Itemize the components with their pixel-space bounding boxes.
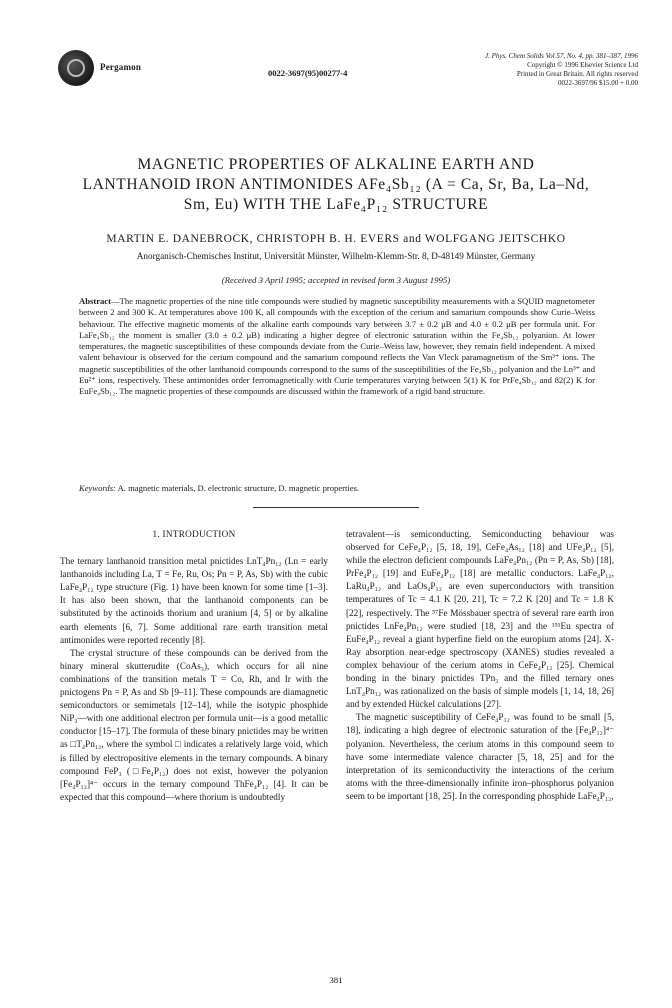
title-line-3: Sm, Eu) WITH THE LaFe₄P₁₂ STRUCTURE — [183, 196, 489, 213]
intro-paragraph-3: tetravalent—is semiconducting. Semiconducting behaviour was observed for CeFe₄P₁₂ [5, 18, 19], CeFe₄As₁₂ [18] and UFe₄P₁₂ [5], while the electron deficient compounds LaFe₄Pn₁₂ (Pn = P, As, Sb) [18], PrFe₄P₁₂ [19] and EuFe₄P₁₂ [18] are metallic conductors. LaFe₄P₁₂, LaRu₄P₁₂ and LaOs₄P₁₂ are even superconductors with transition temperatures of Tc = 4.1 K [20, 21], Tc = 7.2 K [20] and Tc = 1.8 K [22], respectively. The ⁵⁷Fe Mössbauer spectra of several rare earth iron pnictides LnFe₄Pn₁₂ were studied [18, 23] and the ¹⁵¹Eu spectra of EuFe₄P₁₂ reveal a giant hyperfine field on the europium atoms [24]. X-Ray absorption near-edge spectroscopy (XANES) studies revealed a complex behaviour of the cerium atoms in CeFe₄P₁₂ [25]. Chemical bonding in the binary pnictides TPn₃ and the filled ternary ones LnT₄Pn₁₂ was rationalized on the basis of simple models [1, 14, 18, 26] and by extended Hückel calculations [27]. — [346, 529, 614, 710]
abstract-label: Abstract — [79, 296, 111, 306]
publisher-name: Pergamon — [100, 62, 142, 72]
intro-paragraph-1: The ternary lanthanoid transition metal pnictides LnT₄Pn₁₂ (Ln = early lanthanoids including La, T = Fe, Ru, Os; Pn = P, As, Sb) with the cubic LaFe₄P₁₂ type structure (Fig. 1) have been known for some time [1–3]. It has also been shown, that the lanthanoid components can be substituted by the actinoids thorium and uranium [4, 5] or by alkaline earth elements [6, 7]. Some additional rare earth transition metal antimonides were reported recently [8]. — [60, 556, 328, 645]
intro-paragraph-4: The magnetic susceptibility of CeFe₄P₁₂ was found to be small [5, 18], indicating a high degree of electronic saturation of the [Fe₄P₁₂]⁴⁻ polyanion. Nevertheless, the cerium atoms in this compound seem to have some intermediate valence character [5, 18, 25] and for the interpretation of its semiconductivity the interactions of the cerium atoms with the three-dimensionally infinite iron–phosphorus polyanion seem to be important [18, 25]. In the corresponding phosphide LaFe₄P₁₂, — [346, 712, 614, 801]
journal-info — [485, 52, 638, 88]
keywords-text: A. magnetic materials, D. electronic structure, D. magnetic properties. — [115, 483, 360, 493]
authors: MARTIN E. DANEBROCK, CHRISTOPH B. H. EVERS and WOLFGANG JEITSCHKO — [106, 233, 566, 245]
keywords — [79, 483, 595, 493]
section-heading: 1. INTRODUCTION — [152, 529, 236, 539]
abstract-text: —The magnetic properties of the nine title compounds were studied by magnetic susceptibility measurements with a SQUID magnetometer between 2 and 300 K. At temperatures above 100 K, all compounds with the exception of the cerium and samarium compounds show Curie–Weiss behaviour. The effective magnetic moments of the alkaline earth compounds vary between 3.7 ± 0.2 μB and 4.0 ± 0.2 μB per formula unit. For LaFe₄Sb₁₂ the moment is smaller (3.0 ± 0.2 μB) indicating a higher degree of electronic saturation within the Fe₄Sb₁₂ polyanion. At lower temperatures, the magnetic susceptibilities of these compounds deviate from the Curie–Weiss law, however, they remain field independent. A mixed valent behaviour is observed for the cerium compound and the samarium compound reflects the Van Vleck paramagnetism of the Sm³⁺ ions. The magnetic susceptibilities of the other lanthanoid compounds correspond to the sums of the susceptibilities of the Fe₄Sb₁₂ polyanion and the Ln³⁺ and Eu²⁺ ions, respectively. These antimonides order ferromagnetically with Curie temperatures varying between 5(1) K for PrFe₄Sb₁₂ and 82(2) K for EuFe₄Sb₁₂. The magnetic properties of these compounds are discussed within the framework of a rigid band structure. — [79, 296, 595, 397]
title-line-1: MAGNETIC PROPERTIES OF ALKALINE EARTH AND — [137, 156, 535, 173]
article-code: 0022-3697(95)00277-4 — [268, 68, 348, 78]
abstract — [79, 296, 595, 398]
title-line-2: LANTHANOID IRON ANTIMONIDES AFe₄Sb₁₂ (A = Ca, Sr, Ba, La–Nd, — [82, 176, 590, 193]
pergamon-logo-icon — [58, 50, 94, 86]
article-title — [30, 155, 642, 215]
page-number: 381 — [329, 975, 343, 985]
keywords-label: Keywords: — [79, 483, 116, 493]
printed-line: Printed in Great Britain. All rights reserved — [516, 70, 638, 78]
intro-paragraph-2: The crystal structure of these compounds can be derived from the binary mineral skutterudite (CoAs₃), which occurs for all nine combinations of the transition metals T = Co, Rh, and Ir with the pnictogens Pn = P, As and Sb [9–11]. These compounds are diamagnetic semiconductors or semimetals [12–14], while the isotypic phosphide NiP₃—with one additional electron per formula unit—is a good metallic conductor [15–17]. The formula of these binary pnictides may be written as □T₄Pn₁₂, where the symbol □ indicates a relatively large void, which is filled by electropositive elements in the ternary compounds. A binary compound FeP₃ (□Fe₄P₁₂) does not exist, however the polyanion [Fe₄P₁₂]⁴⁻ occurs in the ternary compound ThFe₄P₁₂ [4]. It can be expected that this compound—where thorium is undoubtedly — [60, 647, 328, 802]
received-dates: (Received 3 April 1995; accepted in revised form 3 August 1995) — [221, 275, 451, 285]
left-column — [60, 528, 328, 804]
price-line: 0022-3697/96 $15.00 + 0.00 — [558, 79, 638, 87]
affiliation: Anorganisch-Chemisches Institut, Universität Münster, Wilhelm-Klemm-Str. 8, D-48149 Münster, Germany — [136, 251, 536, 261]
journal-line: J. Phys. Chem Solids Vol 57, No. 4, pp. 381–387, 1996 — [484, 52, 638, 60]
copyright-line: Copyright © 1996 Elsevier Science Ltd — [527, 61, 638, 69]
divider-rule — [253, 507, 419, 508]
right-column — [346, 528, 614, 803]
